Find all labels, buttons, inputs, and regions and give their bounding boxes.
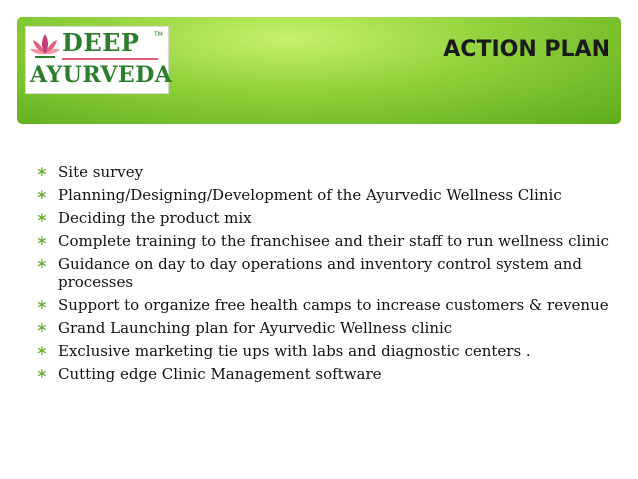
list-item-text: Planning/Designing/Development of the Ayurvedic Wellness Clinic xyxy=(58,186,562,204)
bullet-icon: ∗ xyxy=(36,297,48,313)
bullet-icon: ∗ xyxy=(36,233,48,249)
bullet-icon: ∗ xyxy=(36,164,48,180)
logo-text-ayurveda: AYURVEDA xyxy=(30,62,173,88)
list-item xyxy=(36,296,616,314)
bullet-icon: ∗ xyxy=(36,256,48,272)
bullet-icon: ∗ xyxy=(36,187,48,203)
list-item-text: Grand Launching plan for Ayurvedic Wellness clinic xyxy=(58,319,453,337)
bullet-icon: ∗ xyxy=(36,366,48,382)
lotus-icon xyxy=(29,30,61,60)
bullet-icon: ∗ xyxy=(36,343,48,359)
list-item xyxy=(36,209,616,227)
logo-trademark: TM xyxy=(154,31,163,38)
bullet-icon: ∗ xyxy=(36,320,48,336)
list-item-text: Cutting edge Clinic Management software xyxy=(58,365,382,383)
list-item xyxy=(36,255,616,291)
action-plan-list xyxy=(36,163,616,388)
list-item xyxy=(36,232,616,250)
list-item xyxy=(36,163,616,181)
list-item xyxy=(36,342,616,360)
logo-text-deep: DEEP xyxy=(62,28,140,57)
list-item-text: Complete training to the franchisee and their staff to run wellness clinic xyxy=(58,232,609,250)
deep-ayurveda-logo xyxy=(25,26,173,94)
list-item xyxy=(36,365,616,383)
list-item-text: Guidance on day to day operations and inventory control system and processes xyxy=(58,255,582,291)
list-item-text: Deciding the product mix xyxy=(58,209,252,227)
slide-title: ACTION PLAN xyxy=(443,37,610,62)
list-item xyxy=(36,186,616,204)
logo-divider xyxy=(62,58,158,60)
list-item-text: Support to organize free health camps to increase customers & revenue xyxy=(58,296,609,314)
list-item-text: Site survey xyxy=(58,163,144,181)
list-item-text: Exclusive marketing tie ups with labs and diagnostic centers . xyxy=(58,342,531,360)
bullet-icon: ∗ xyxy=(36,210,48,226)
list-item xyxy=(36,319,616,337)
